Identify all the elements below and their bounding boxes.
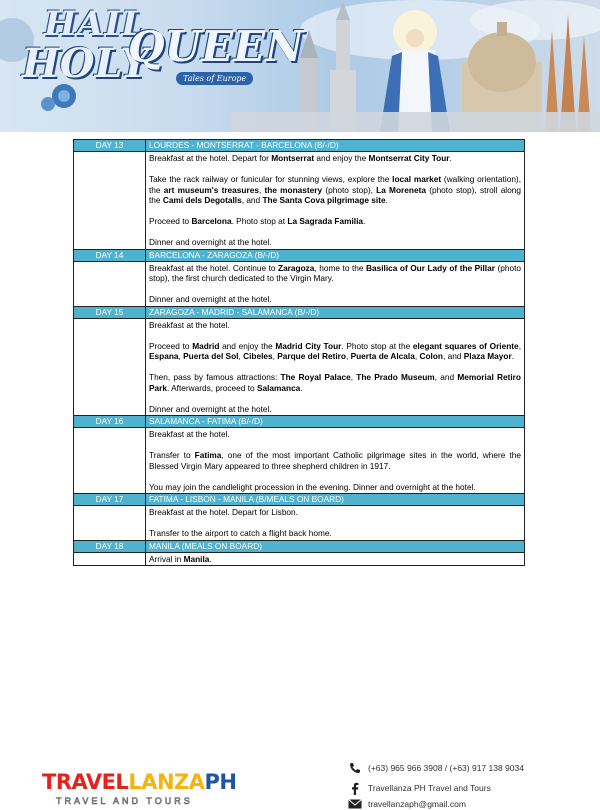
text-segment: , one of the most important Catholic pilgrimage sites in the world, where the Blessed Virgin Mary appeared to three shepherd children in 1917. <box>149 450 521 471</box>
description-paragraph <box>149 554 521 565</box>
text-segment: and enjoy the <box>219 340 276 351</box>
description-paragraph <box>149 450 521 471</box>
text-segment: , and <box>434 372 458 382</box>
day-route-title: ZARAGOZA - MADRID - SALAMANCA (B/-/D) <box>146 306 525 318</box>
day-route-title: BARCELONA - ZARAGOZA (B/-/D) <box>146 249 525 261</box>
highlighted-place: the monastery <box>264 184 323 195</box>
travellanza-logo <box>42 770 237 806</box>
highlighted-place: Barcelona <box>191 216 232 226</box>
highlighted-place: The Santa Cova pilgrimage site <box>262 195 386 205</box>
text-segment: . <box>209 553 212 564</box>
day-description <box>146 552 525 566</box>
highlighted-place: Parque del Retiro <box>277 351 346 361</box>
day-blank-cell <box>74 152 146 250</box>
text-segment: (photo stop), the first church dedicated to the Virgin Mary. <box>149 262 521 283</box>
day-header-row <box>74 416 525 428</box>
highlighted-place: Madrid City Tour <box>275 340 342 351</box>
day-description <box>146 152 525 250</box>
phone-icon <box>348 762 362 774</box>
day-number: DAY 18 <box>74 540 146 552</box>
day-blank-cell <box>74 506 146 541</box>
text-segment: (photo stop), stroll along the <box>149 184 521 205</box>
text-segment: . <box>300 382 303 393</box>
text-segment: . Photo stop at <box>231 216 288 226</box>
day-details-row <box>74 152 525 250</box>
description-paragraph <box>149 174 521 206</box>
text-segment: , <box>350 372 357 382</box>
text-segment: Proceed to <box>149 340 193 351</box>
text-segment: Take the rack railway or funicular for stunning views, explore the <box>149 174 393 184</box>
text-segment: , and <box>241 195 263 205</box>
highlighted-place: Basilica of Our Lady of the Pillar <box>366 262 495 273</box>
day-description <box>146 506 525 541</box>
day-details-row <box>74 506 525 541</box>
day-number: DAY 16 <box>74 416 146 428</box>
day-details-row <box>74 318 525 416</box>
highlighted-place: local market <box>392 174 442 184</box>
phone-numbers: (+63) 965 966 3908 / (+63) 917 138 9034 <box>368 763 524 773</box>
description-paragraph <box>149 237 521 248</box>
text-segment: . <box>511 351 515 361</box>
text-segment: Proceed to <box>149 216 192 226</box>
text-segment: , <box>518 340 521 351</box>
logo-wordmark: TRAVELLANZAPH <box>42 770 237 794</box>
text-segment: , <box>258 184 265 195</box>
text-segment: , <box>414 351 420 361</box>
description-paragraph <box>149 341 521 362</box>
highlighted-place: elegant squares of Oriente <box>412 340 519 351</box>
text-segment: Breakfast at the hotel. Continue to <box>149 262 278 273</box>
text-segment: , <box>178 351 184 361</box>
facebook-page-name: Travellanza PH Travel and Tours <box>368 783 491 793</box>
text-segment: , <box>272 351 278 361</box>
text-segment: , home to the <box>314 262 366 273</box>
logo-subtitle: Tales of Europe <box>176 72 253 85</box>
logo-holy: HOLY <box>22 40 149 87</box>
day-number: DAY 14 <box>74 249 146 261</box>
header-banner <box>0 0 600 132</box>
text-segment: Transfer to the airport to catch a flight back home. <box>149 528 332 538</box>
text-segment: . Photo stop at the <box>341 340 413 351</box>
description-paragraph <box>149 263 521 284</box>
email-icon <box>348 798 362 810</box>
highlighted-place: The Royal Palace <box>280 372 351 382</box>
day-header-row <box>74 540 525 552</box>
day-number: DAY 15 <box>74 306 146 318</box>
highlighted-place: Puerta del Sol <box>183 351 239 361</box>
highlighted-place: The Prado Museum <box>356 372 435 382</box>
description-paragraph <box>149 320 521 331</box>
text-segment: Breakfast at the hotel. Depart for Lisbon. <box>149 507 298 517</box>
day-number: DAY 13 <box>74 140 146 152</box>
highlighted-place: Manila <box>183 553 210 564</box>
contact-email <box>348 798 466 810</box>
text-segment: (photo stop), <box>322 184 377 195</box>
day-blank-cell <box>74 261 146 306</box>
text-segment: and enjoy the <box>314 153 369 163</box>
contact-facebook <box>348 782 491 794</box>
day-blank-cell <box>74 318 146 416</box>
day-header-row <box>74 140 525 152</box>
text-segment: Dinner and overnight at the hotel. <box>149 237 272 247</box>
description-paragraph <box>149 429 521 440</box>
day-details-row <box>74 261 525 306</box>
logo-queen: QUEEN <box>128 22 304 71</box>
highlighted-place: Plaza Mayor <box>463 351 512 361</box>
day-route-title: SALAMANCA - FATIMA (B/-/D) <box>146 416 525 428</box>
highlighted-place: Memorial Retiro Park <box>149 372 521 393</box>
highlighted-place: Fatima <box>194 450 222 460</box>
description-paragraph <box>149 294 521 305</box>
highlighted-place: Zaragoza <box>278 262 315 273</box>
day-blank-cell <box>74 552 146 566</box>
description-paragraph <box>149 404 521 415</box>
text-segment: Then, pass by famous attractions: <box>149 372 281 382</box>
day-description <box>146 428 525 494</box>
text-segment: , <box>345 351 351 361</box>
day-details-row <box>74 552 525 566</box>
text-segment: . <box>449 153 452 163</box>
day-number: DAY 17 <box>74 494 146 506</box>
highlighted-place: Colon <box>419 351 443 361</box>
contact-phone <box>348 762 524 774</box>
day-description <box>146 261 525 306</box>
itinerary-table <box>73 139 525 566</box>
day-header-row <box>74 249 525 261</box>
day-route-title: MANILA (MEALS ON BOARD) <box>146 540 525 552</box>
text-segment: Transfer to <box>149 450 195 460</box>
day-blank-cell <box>74 428 146 494</box>
highlighted-place: La Moreneta <box>376 184 426 195</box>
text-segment: Breakfast at the hotel. Depart for <box>149 153 272 163</box>
text-segment: Dinner and overnight at the hotel. <box>149 403 272 414</box>
description-paragraph <box>149 482 521 493</box>
description-paragraph <box>149 372 521 393</box>
facebook-icon <box>348 782 362 794</box>
text-segment: (walking orientation), the <box>149 174 521 195</box>
text-segment: , and <box>442 351 464 361</box>
text-segment: , <box>238 351 244 361</box>
highlighted-place: La Sagrada Familia <box>287 216 363 226</box>
highlighted-place: Puerta de Alcala <box>350 351 415 361</box>
highlighted-place: Montserrat <box>271 153 315 163</box>
text-segment: You may join the candlelight procession in the evening. Dinner and overnight at the hotel. <box>149 481 476 492</box>
text-segment: Breakfast at the hotel. <box>149 429 230 439</box>
description-paragraph <box>149 528 521 539</box>
highlighted-place: Espana <box>149 351 179 361</box>
day-description <box>146 318 525 416</box>
highlighted-place: Cibeles <box>243 351 273 361</box>
day-route-title: LOURDES - MONTSERRAT - BARCELONA (B/-/D) <box>146 140 525 152</box>
text-segment: . Afterwards, proceed to <box>167 382 257 393</box>
email-address: travellanzaph@gmail.com <box>368 799 466 809</box>
highlighted-place: Cami dels Degotalls <box>162 195 242 205</box>
day-route-title: FATIMA - LISBON - MANILA (B/MEALS ON BOARD) <box>146 494 525 506</box>
highlighted-place: art museum's treasures <box>163 184 259 195</box>
logo-hail: HAIL <box>44 4 147 44</box>
description-paragraph <box>149 153 521 164</box>
text-segment: Breakfast at the hotel. <box>149 319 230 330</box>
highlighted-place: Montserrat City Tour <box>368 153 450 163</box>
text-segment: . <box>363 216 366 226</box>
day-header-row <box>74 494 525 506</box>
highlighted-place: Salamanca <box>256 382 301 393</box>
text-segment: . <box>385 195 388 205</box>
day-header-row <box>74 306 525 318</box>
logo-tagline: TRAVEL AND TOURS <box>56 796 193 806</box>
description-paragraph <box>149 507 521 518</box>
text-segment: Arrival in <box>149 553 184 564</box>
description-paragraph <box>149 216 521 227</box>
day-details-row <box>74 428 525 494</box>
text-segment: Dinner and overnight at the hotel. <box>149 294 272 304</box>
highlighted-place: Madrid <box>192 340 220 351</box>
